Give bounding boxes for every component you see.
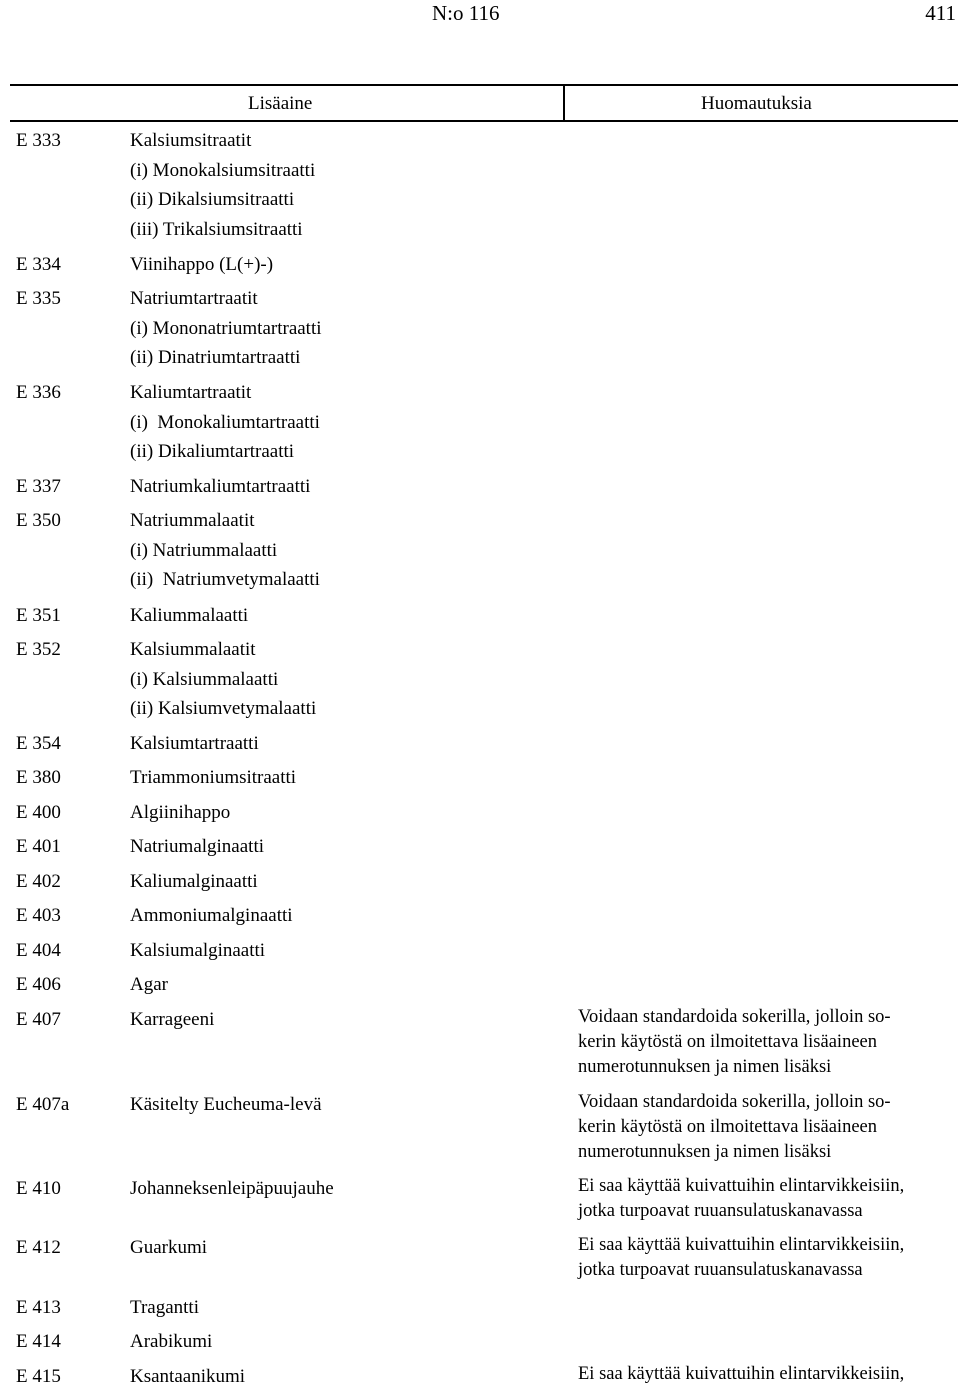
additive-name (130, 867, 258, 897)
additive-name (130, 729, 259, 759)
additive-subtype-line: (ii) Natriumvetymalaatti (130, 569, 320, 591)
additive-subtype-line: (iii) Trikalsiumsitraatti (130, 219, 303, 241)
remark-line: jotka turpoavat ruuansulatuskanavassa (578, 1260, 863, 1280)
additive-name (130, 936, 265, 966)
additive-name-line: Johanneksenleipäpuujauhe (130, 1178, 334, 1199)
additive-name-line: Viinihappo (L(+)-) (130, 254, 274, 275)
remark (578, 1005, 891, 1080)
additive-name-line: Kaliumtartraatit (130, 382, 252, 403)
additive-code: E 415 (16, 1366, 61, 1387)
page-number: 411 (925, 1, 956, 25)
additive-name-line: Natriummalaatit (130, 510, 255, 531)
additive-code: E 412 (16, 1237, 61, 1258)
additive-name-line: Ammoniumalginaatti (130, 905, 293, 926)
additive-name (130, 506, 320, 595)
additive-name (130, 1362, 245, 1392)
additive-code: E 336 (16, 382, 61, 403)
additive-subtype-line: (ii) Dikaliumtartraatti (130, 441, 295, 463)
remark-line: kerin käytöstä on ilmoitettava lisäaineen (578, 1117, 877, 1137)
additive-code: E 402 (16, 871, 61, 892)
additive-name-line: Algiinihappo (130, 802, 231, 823)
column-header-remarks: Huomautuksia (701, 93, 812, 114)
remark (578, 1090, 891, 1165)
additive-code: E 407a (16, 1094, 70, 1115)
additive-subtype-line: (ii) Dikalsiumsitraatti (130, 189, 295, 211)
additive-name-line: Kalsiumtartraatti (130, 733, 259, 754)
additive-subtype-line: (i) Kalsiummalaatti (130, 668, 279, 690)
additive-name (130, 1293, 199, 1323)
additive-name-line: Natriumkaliumtartraatti (130, 476, 311, 497)
remark-line: Voidaan standardoida sokerilla, jolloin so- (578, 1092, 891, 1112)
additive-name (130, 635, 316, 724)
additive-code: E 350 (16, 510, 61, 531)
additive-code: E 400 (16, 802, 61, 823)
additive-name (130, 832, 264, 862)
additive-code: E 406 (16, 974, 61, 995)
remark-line: kerin käytöstä on ilmoitettava lisäaineen (578, 1032, 877, 1052)
additive-code: E 401 (16, 836, 61, 857)
additive-name-line: Tragantti (130, 1297, 199, 1318)
additive-subtype-line: (ii) Dinatriumtartraatti (130, 347, 301, 369)
additive-code: E 403 (16, 905, 61, 926)
additive-name-line: Guarkumi (130, 1237, 208, 1258)
additive-code: E 337 (16, 476, 61, 497)
additive-name (130, 1233, 207, 1263)
additive-code: E 414 (16, 1331, 61, 1352)
additive-name (130, 378, 320, 467)
additive-name-line: Ksantaanikumi (130, 1366, 246, 1387)
additive-name-line: Kalsiumalginaatti (130, 940, 266, 961)
additive-name (130, 284, 322, 373)
additive-code: E 352 (16, 639, 61, 660)
additive-code: E 335 (16, 288, 61, 309)
additive-code: E 354 (16, 733, 61, 754)
additive-code: E 410 (16, 1178, 61, 1199)
additive-name (130, 250, 273, 280)
additive-name-line: Kalsiumsitraatit (130, 130, 252, 151)
additive-subtype-line: (i) Monokaliumtartraatti (130, 411, 320, 433)
additive-name (130, 126, 315, 245)
remark-line: Voidaan standardoida sokerilla, jolloin so- (578, 1007, 891, 1027)
column-header-additive: Lisäaine (248, 93, 313, 114)
additive-name (130, 763, 296, 793)
additive-name-line: Karrageeni (130, 1009, 215, 1030)
additive-code: E 334 (16, 254, 61, 275)
additive-name-line: Natriumalginaatti (130, 836, 265, 857)
additive-name (130, 1327, 212, 1357)
additive-code: E 407 (16, 1009, 61, 1030)
additive-code: E 333 (16, 130, 61, 151)
remark-line: numerotunnuksen ja nimen lisäksi (578, 1057, 832, 1077)
remark (578, 1174, 904, 1224)
additive-code: E 404 (16, 940, 61, 961)
remark (578, 1362, 904, 1387)
remark-line: Ei saa käyttää kuivattuihin elintarvikkeisiin, (578, 1235, 905, 1255)
remark-line: Ei saa käyttää kuivattuihin elintarvikkeisiin, (578, 1364, 905, 1384)
remark-line: jotka turpoavat ruuansulatuskanavassa (578, 1201, 863, 1221)
additive-name-line: Käsitelty Eucheuma-levä (130, 1094, 322, 1115)
remark-line: numerotunnuksen ja nimen lisäksi (578, 1142, 832, 1162)
additive-subtype-line: (i) Monokalsiumsitraatti (130, 159, 316, 181)
additive-name-line: Kaliumalginaatti (130, 871, 258, 892)
additive-name (130, 1005, 214, 1035)
additive-name-line: Natriumtartraatit (130, 288, 258, 309)
additive-name-line: Triammoniumsitraatti (130, 767, 297, 788)
additive-subtype-line: (ii) Kalsiumvetymalaatti (130, 698, 317, 720)
additive-name (130, 798, 230, 828)
additive-code: E 380 (16, 767, 61, 788)
additive-name (130, 1090, 322, 1120)
issue-number: N:o 116 (432, 1, 500, 25)
additive-subtype-line: (i) Natriummalaatti (130, 539, 278, 561)
remark (578, 1233, 904, 1283)
additive-name-line: Kaliummalaatti (130, 605, 249, 626)
additive-name (130, 970, 168, 1000)
additive-name-line: Agar (130, 974, 168, 995)
additive-name (130, 601, 248, 631)
remark-line: Ei saa käyttää kuivattuihin elintarvikkeisiin, (578, 1176, 905, 1196)
additive-code: E 413 (16, 1297, 61, 1318)
additive-name-line: Arabikumi (130, 1331, 213, 1352)
additive-name (130, 472, 310, 502)
additive-name (130, 1174, 334, 1204)
additive-name (130, 901, 293, 931)
additive-name-line: Kalsiummalaatit (130, 639, 256, 660)
additive-subtype-line: (i) Mononatriumtartraatti (130, 317, 322, 339)
additive-code: E 351 (16, 605, 61, 626)
